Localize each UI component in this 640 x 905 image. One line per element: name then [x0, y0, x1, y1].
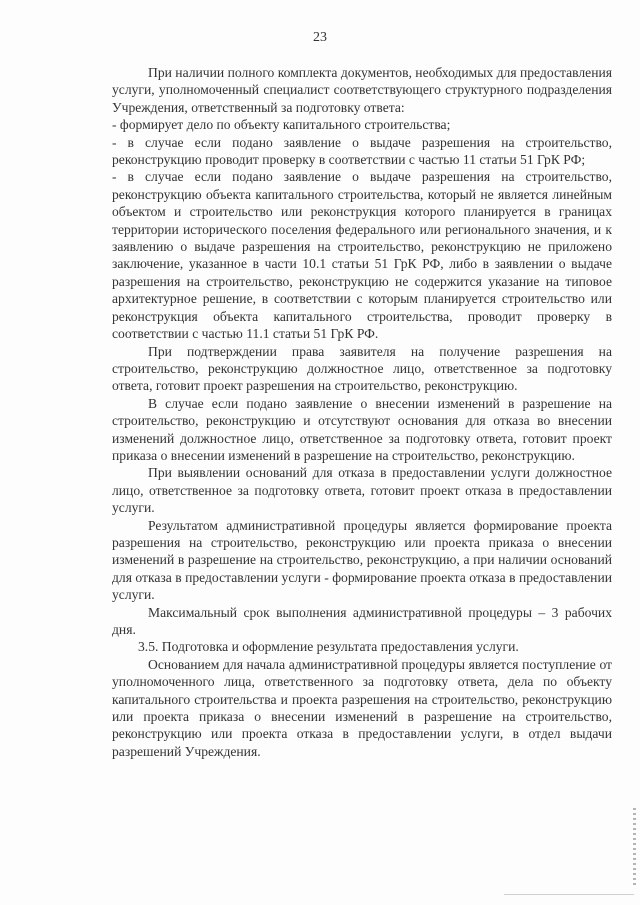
paragraph-intro: При наличии полного комплекта документов, необходимых для предоставления услуги, уполномоченный специалист соответствующего структурного подразделения Учреждения, ответственный за подготовку ответа: — [112, 65, 612, 115]
scan-edge-mark — [633, 808, 636, 888]
list-item-form-case: - формирует дело по объекту капитального строительства; — [112, 117, 451, 133]
list-item-check-part-11: - в случае если подано заявление о выдаче разрешения на строительство, реконструкцию проводит проверку в соответствии с частью 11 статьи 51 ГрК РФ; — [112, 134, 612, 168]
paragraph-confirm-right: При подтверждении права заявителя на получение разрешения на строительство, реконструкцию должностное лицо, ответственное за подготовку ответа, готовит проект разрешения на строительство, реконструкцию. — [112, 343, 612, 394]
scan-bottom-rule — [504, 894, 634, 895]
section-heading-3-5: 3.5. Подготовка и оформление результата предоставления услуги. — [138, 639, 519, 655]
document-body — [112, 64, 612, 760]
paragraph-max-term: Максимальный срок выполнения административной процедуры – 3 рабочих дня. — [112, 604, 612, 637]
list-item-check-part-11-1: - в случае если подано заявление о выдаче разрешения на строительство, реконструкцию объекта капитального строительства, который не является линейным объектом и строительство или реконструкция которого планируется в границах территории исторического поселения федерального или регионального значения, и к заявлению о выдаче разрешения на строительство, реконструкцию не приложено заключение, указанное в части 10.1 статьи 51 ГрК РФ, либо в заявлении о выдаче разрешения на строительство, реконструкцию не содержится указание на типовое архитектурное решение, в соответствии с которым планируется строительство или реконструкция объекта капитального строительства, проводит проверку в соответствии с частью 11.1 статьи 51 ГрК РФ. — [112, 169, 612, 342]
page-number: 23 — [313, 30, 327, 45]
paragraph-changes: В случае если подано заявление о внесении изменений в разрешение на строительство, реконструкцию и отсутствуют основания для отказа во внесении изменений должностное лицо, ответственное за подготовку ответа, готовит проект приказа о внесении изменений в разрешение на строительство, реконструкцию. — [112, 395, 612, 463]
paragraph-grounds-start: Основанием для начала административной процедуры является поступление от уполномоченного лица, ответственного за подготовку ответа, дела по объекту капитального строительства и проекта разрешения на строительство, реконструкцию или проекта приказа о внесении изменений в разрешение на строительство, реконструкцию или проекта отказа в предоставлении услуги, в отдел выдачи разрешений Учреждения. — [112, 656, 612, 759]
paragraph-result: Результатом административной процедуры является формирование проекта разрешения на строительство, реконструкцию или проекта приказа о внесении изменений в разрешение на строительство, реконструкцию, а при наличии оснований для отказа в предоставлении услуги - формирование проекта отказа в предоставлении услуги. — [112, 517, 612, 603]
paragraph-refusal-grounds: При выявлении оснований для отказа в предоставлении услуги должностное лицо, ответственное за подготовку ответа, готовит проект отказа в предоставлении услуги. — [112, 465, 612, 516]
